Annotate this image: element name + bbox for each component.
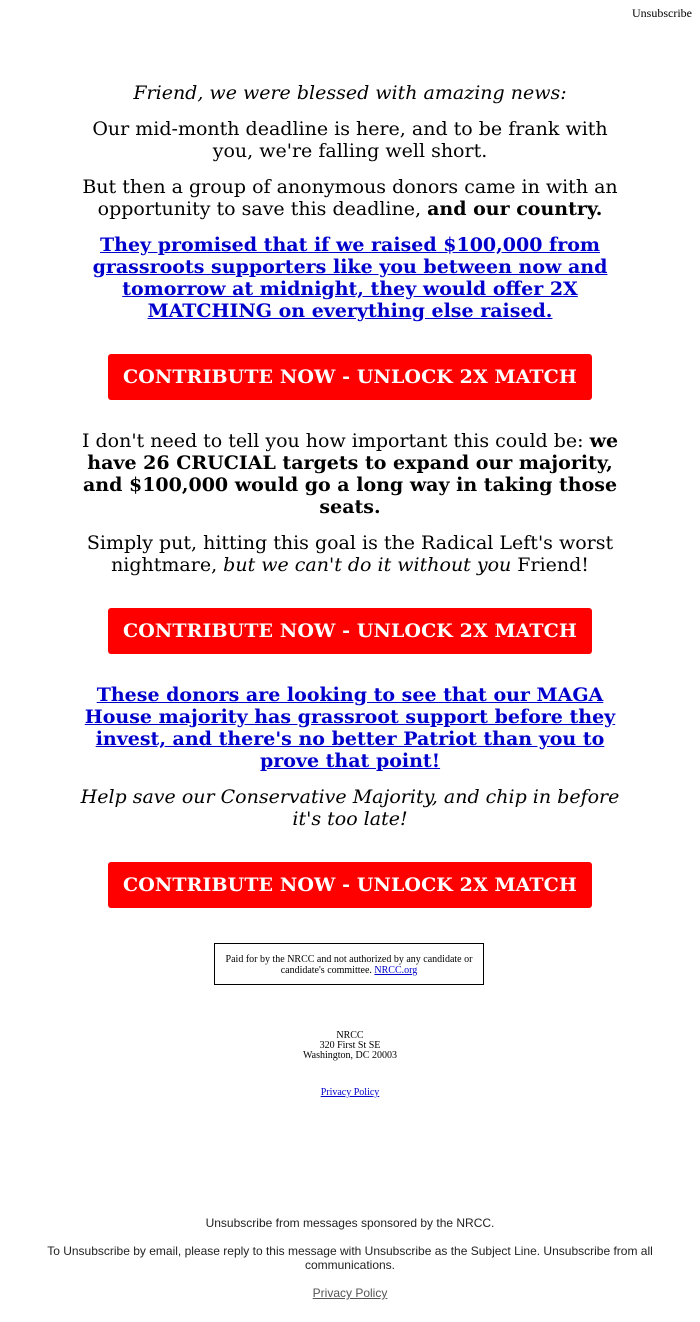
promise-paragraph (70, 234, 630, 322)
closing-text: Help save our Conservative Majority, and chip in before it's too late! (80, 786, 620, 830)
contribute-button-2[interactable]: CONTRIBUTE NOW - UNLOCK 2X MATCH (108, 608, 592, 654)
footer-privacy-policy-link[interactable]: Privacy Policy (312, 1286, 388, 1300)
paragraph-nightmare-italic: but we can't do it without you (223, 554, 512, 576)
paragraph-donors (70, 176, 630, 220)
nrcc-org-link[interactable]: NRCC.org (374, 965, 418, 976)
disclaimer-text: Paid for by the NRCC and not authorized by any candidate or candidate's committee. (225, 954, 473, 976)
address-city: Washington, DC 20003 (303, 1050, 397, 1061)
footer-unsubscribe-instructions: To Unsubscribe by email, please reply to this message with Unsubscribe as the Subject Line. Unsubscribe from all communications. (47, 1244, 653, 1272)
address-street: 320 First St SE (319, 1040, 381, 1051)
footer (40, 1216, 660, 1300)
paragraph-targets-bold: we have 26 CRUCIAL targets to expand our majority, and $100,000 would go a long way in taking those seats. (82, 430, 619, 518)
address-org: NRCC (336, 1030, 364, 1041)
paragraph-donors-text: But then a group of anonymous donors came in with an opportunity to save this deadline, (82, 176, 618, 220)
paragraph-nightmare-text: Simply put, hitting this goal is the Radical Left's worst nightmare, (86, 532, 614, 576)
greeting-text: Friend, we were blessed with amazing news: (133, 82, 567, 104)
privacy-policy-block (250, 1087, 450, 1098)
privacy-policy-link[interactable]: Privacy Policy (320, 1087, 380, 1098)
paragraph-nightmare-end: Friend! (511, 554, 589, 576)
paragraph-targets-text: I don't need to tell you how important this could be: (81, 430, 590, 452)
promise-link[interactable]: They promised that if we raised $100,000 from grassroots supporters like you between now and tomorrow at midnight, they would offer 2X MATCHING on everything else raised. (92, 234, 608, 322)
paid-for-disclaimer (214, 943, 484, 985)
top-unsubscribe-link[interactable]: Unsubscribe (632, 6, 692, 20)
paragraph-donors-bold: and our country. (427, 198, 603, 220)
footer-privacy-block (40, 1286, 660, 1300)
cta-wrapper-2 (70, 608, 630, 654)
donors-paragraph (70, 684, 630, 772)
email-body (70, 82, 630, 938)
paragraph-nightmare (70, 532, 630, 576)
paragraph-targets (70, 430, 630, 518)
cta-wrapper-1 (70, 354, 630, 400)
mailing-address (200, 1031, 500, 1061)
donors-link[interactable]: These donors are looking to see that our MAGA House majority has grassroot support before they invest, and there's no better Patriot than you to prove that point! (84, 684, 616, 772)
contribute-button-3[interactable]: CONTRIBUTE NOW - UNLOCK 2X MATCH (108, 862, 592, 908)
paragraph-deadline: Our mid-month deadline is here, and to be frank with you, we're falling well short. (92, 118, 608, 162)
cta-wrapper-3 (70, 862, 630, 908)
footer-unsubscribe-notice: Unsubscribe from messages sponsored by the NRCC. (205, 1216, 495, 1230)
contribute-button-1[interactable]: CONTRIBUTE NOW - UNLOCK 2X MATCH (108, 354, 592, 400)
